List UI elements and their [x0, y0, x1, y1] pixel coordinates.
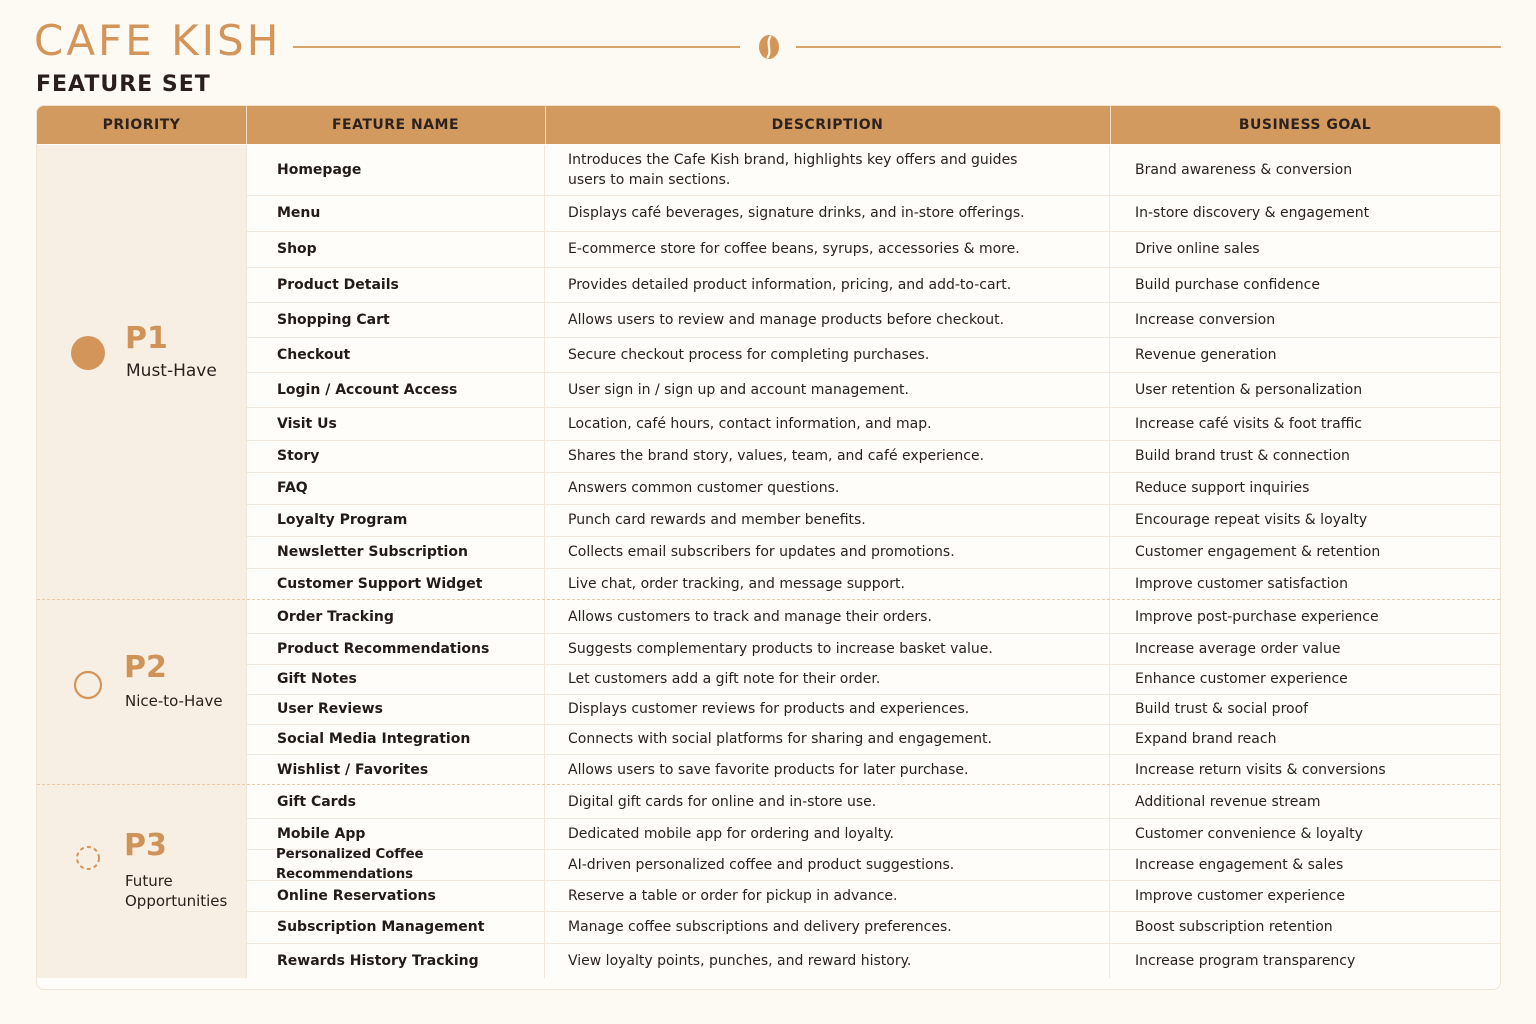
description-cell: Manage coffee subscriptions and delivery preferences. [545, 911, 1110, 943]
description-cell: Shares the brand story, values, team, and café experience. [545, 440, 1110, 472]
outline-circle-icon [68, 665, 108, 705]
business-goal-cell: Increase average order value [1135, 640, 1341, 657]
priority-description-line: Future [125, 871, 173, 890]
feature-name-cell: Menu [246, 195, 545, 231]
feature-name-cell: Customer Support Widget [246, 568, 545, 600]
business-goal-cell: Enhance customer experience [1135, 671, 1348, 687]
priority-description [125, 871, 227, 911]
priority-label: P2 [124, 649, 167, 685]
table-row [246, 302, 1500, 338]
table-row [246, 267, 1500, 303]
description-cell: Location, café hours, contact information, and map. [545, 407, 1110, 440]
priority-description: Nice-to-Have [125, 691, 223, 710]
dashed-circle-icon [68, 838, 108, 878]
description-cell: Displays customer reviews for products and experiences. [545, 694, 1110, 724]
description-cell: Live chat, order tracking, and message support. [545, 568, 1110, 600]
table-row [246, 407, 1500, 441]
description-cell: View loyalty points, punches, and reward history. [545, 943, 1110, 978]
business-goal-cell: Customer engagement & retention [1135, 544, 1381, 560]
table-row [246, 600, 1500, 634]
business-goal-cell: Additional revenue stream [1135, 793, 1321, 810]
table-row [246, 231, 1500, 268]
feature-name-cell: Visit Us [246, 407, 545, 440]
table-row [246, 195, 1500, 232]
description-cell: Provides detailed product information, pricing, and add-to-cart. [545, 267, 1110, 302]
header-rule-left [293, 46, 740, 48]
description-cell: Allows users to review and manage products before checkout. [545, 302, 1110, 337]
header-rule-right [796, 46, 1501, 48]
header-feature-name: FEATURE NAME [246, 106, 546, 144]
description-cell: Connects with social platforms for sharing and engagement. [545, 724, 1110, 754]
table-row [246, 440, 1500, 473]
business-goal-cell: Boost subscription retention [1135, 919, 1333, 935]
feature-name-cell: Login / Account Access [246, 372, 545, 407]
description-cell: Introduces the Cafe Kish brand, highlights key offers and guides users to main sections. [545, 145, 1110, 195]
description-cell: Allows users to save favorite products for later purchase. [545, 754, 1110, 785]
feature-name-cell: Homepage [246, 145, 545, 195]
feature-name-cell: FAQ [246, 472, 545, 504]
feature-name-cell: Product Details [246, 267, 545, 302]
feature-name-cell: Order Tracking [246, 600, 545, 633]
business-goal-cell: Brand awareness & conversion [1135, 162, 1353, 178]
business-goal-cell: Improve customer experience [1135, 887, 1345, 904]
feature-name-cell: Personalized Coffee Recommendations [246, 849, 545, 880]
table-row [246, 911, 1500, 944]
description-cell: Digital gift cards for online and in-store use. [545, 785, 1110, 818]
business-goal-cell: Increase conversion [1135, 311, 1276, 328]
priority-description: Must-Have [126, 360, 217, 381]
feature-name-cell: Subscription Management [246, 911, 545, 943]
group-divider [37, 784, 1500, 785]
feature-table [36, 105, 1501, 990]
description-cell: Answers common customer questions. [545, 472, 1110, 504]
business-goal-cell: Build purchase confidence [1135, 276, 1320, 293]
description-cell: Punch card rewards and member benefits. [545, 504, 1110, 536]
table-row [246, 754, 1500, 785]
feature-name-cell: Social Media Integration [246, 724, 545, 754]
table-row [246, 633, 1500, 665]
description-cell: User sign in / sign up and account management. [545, 372, 1110, 407]
business-goal-cell: Increase return visits & conversions [1135, 761, 1386, 778]
table-row [246, 943, 1500, 978]
table-row [246, 536, 1500, 569]
description-cell: Let customers add a gift note for their order. [545, 664, 1110, 694]
table-row [246, 664, 1500, 695]
feature-name-cell: Loyalty Program [246, 504, 545, 536]
feature-name-cell: Shopping Cart [246, 302, 545, 337]
description-cell: Displays café beverages, signature drinks, and in-store offerings. [545, 195, 1110, 231]
feature-name-cell: Story [246, 440, 545, 472]
table-row [246, 372, 1500, 408]
feature-name-cell: Rewards History Tracking [246, 943, 545, 978]
table-row [246, 724, 1500, 755]
feature-name-cell: Wishlist / Favorites [246, 754, 545, 785]
table-row [246, 880, 1500, 912]
business-goal-cell: Drive online sales [1135, 241, 1260, 257]
business-goal-cell: Revenue generation [1135, 346, 1277, 363]
description-cell: Reserve a table or order for pickup in advance. [545, 880, 1110, 911]
table-row [246, 504, 1500, 537]
feature-name-cell: Gift Notes [246, 664, 545, 694]
description-cell: E-commerce store for coffee beans, syrups, accessories & more. [545, 231, 1110, 267]
business-goal-cell: Improve post-purchase experience [1135, 608, 1379, 625]
header-priority: PRIORITY [37, 106, 247, 144]
business-goal-cell: Build trust & social proof [1135, 701, 1309, 717]
feature-name-cell: Mobile App [246, 818, 545, 849]
table-header [37, 106, 1500, 144]
business-goal-cell: Reduce support inquiries [1135, 480, 1310, 496]
feature-name-cell: Online Reservations [246, 880, 545, 911]
business-goal-cell: Customer convenience & loyalty [1135, 825, 1363, 842]
priority-description-line: Opportunities [125, 891, 228, 910]
description-cell: Secure checkout process for completing purchases. [545, 337, 1110, 372]
business-goal-cell: Improve customer satisfaction [1135, 576, 1348, 592]
filled-circle-icon [68, 333, 108, 373]
priority-label: P3 [124, 827, 167, 863]
description-cell: Suggests complementary products to increase basket value. [545, 633, 1110, 664]
table-row [246, 568, 1500, 600]
business-goal-cell: User retention & personalization [1135, 381, 1363, 398]
table-row [246, 694, 1500, 725]
description-cell: Dedicated mobile app for ordering and loyalty. [545, 818, 1110, 849]
feature-name-cell: Gift Cards [246, 785, 545, 818]
business-goal-cell: Expand brand reach [1135, 731, 1277, 747]
table-row [246, 846, 1500, 882]
business-goal-cell: Increase café visits & foot traffic [1135, 415, 1362, 432]
description-cell: Collects email subscribers for updates and promotions. [545, 536, 1110, 568]
page-subtitle: FEATURE SET [36, 72, 211, 97]
feature-name-cell: Newsletter Subscription [246, 536, 545, 568]
feature-name-cell: Checkout [246, 337, 545, 372]
group-divider [37, 599, 1500, 600]
business-goal-cell: Increase engagement & sales [1135, 856, 1344, 873]
business-goal-cell: Encourage repeat visits & loyalty [1135, 512, 1368, 528]
table-row [246, 145, 1500, 196]
table-row [246, 472, 1500, 505]
feature-name-cell: Shop [246, 231, 545, 267]
header-description: DESCRIPTION [545, 106, 1111, 144]
priority-label: P1 [125, 320, 168, 356]
business-goal-cell: In-store discovery & engagement [1135, 205, 1370, 221]
business-goal-cell: Build brand trust & connection [1135, 448, 1350, 464]
feature-name-cell: Product Recommendations [246, 633, 545, 664]
brand-title: CAFE KISH [34, 16, 282, 65]
table-row [246, 785, 1500, 819]
table-row [246, 337, 1500, 373]
description-cell: Allows customers to track and manage their orders. [545, 600, 1110, 633]
header-business-goal: BUSINESS GOAL [1238, 117, 1372, 133]
business-goal-cell: Increase program transparency [1135, 952, 1356, 969]
feature-name-cell: User Reviews [246, 694, 545, 724]
coffee-bean-icon [757, 34, 781, 60]
description-cell: AI-driven personalized coffee and product suggestions. [545, 849, 1110, 880]
